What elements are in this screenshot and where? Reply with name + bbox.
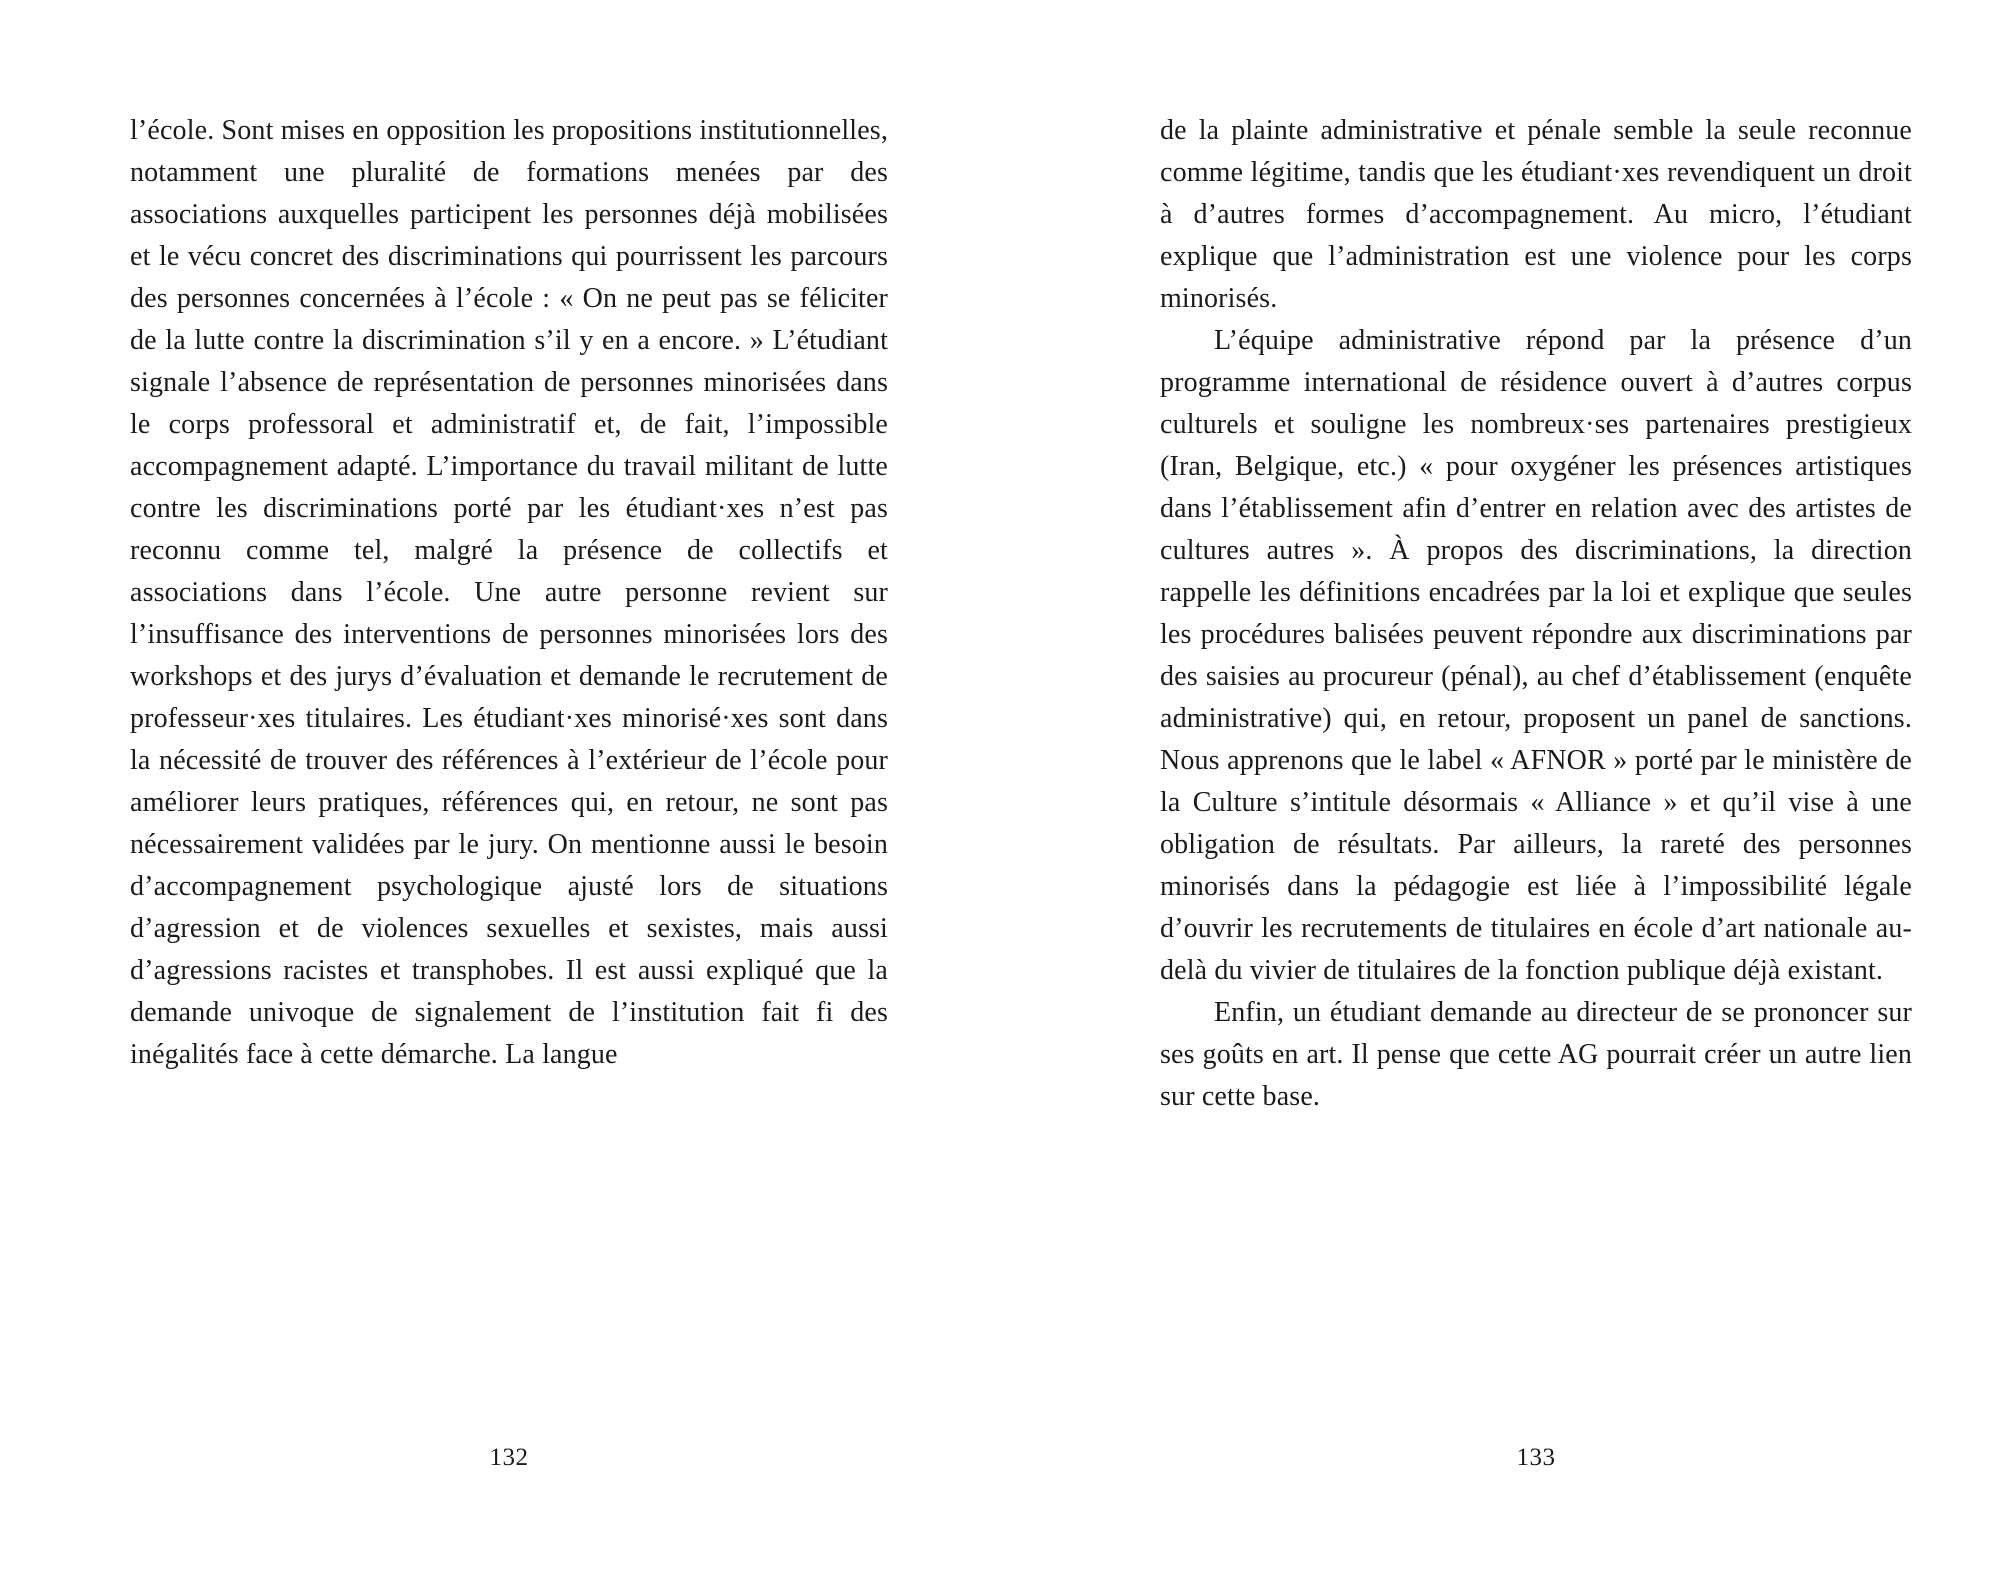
page-right-text-block xyxy=(1160,110,1912,1118)
page-right xyxy=(1008,0,2016,1575)
paragraph: L’équipe administrative répond par la présence d’un programme international de résidence ouvert à d’autres corpus culturels et souligne les nombreux·ses partenaires prestigieux (Iran, Belgique, etc.) « pour oxygéner les présences artistiques dans l’établissement afin d’entrer en relation avec des artistes de cultures autres ». À propos des discriminations, la direction rappelle les définitions encadrées par la loi et explique que seules les procédures balisées peuvent répondre aux discriminations par des saisies au procureur (pénal), au chef d’établissement (enquête administrative) qui, en retour, proposent un panel de sanctions. Nous apprenons que le label « AFNOR » porté par le ministère de la Culture s’intitule désormais « Alliance » et qu’il vise à une obligation de résultats. Par ailleurs, la rareté des personnes minorisés dans la pédagogie est liée à l’impossibilité légale d’ouvrir les recrutements de titulaires en école d’art nationale au-delà du vivier de titulaires de la fonction publique déjà existant. xyxy=(1160,325,1912,986)
page-number-left: 132 xyxy=(489,1444,529,1471)
page-number-right: 133 xyxy=(1516,1444,1556,1471)
paragraph: l’école. Sont mises en opposition les propositions institutionnelles, notamment une pluralité de formations menées par des associations auxquelles participent les personnes déjà mobilisées et le vécu concret des discriminations qui pourrissent les parcours des personnes concernées à l’école : « On ne peut pas se féliciter de la lutte contre la discrimination s’il y en a encore. » L’étudiant signale l’absence de représentation de personnes minorisées dans le corps professoral et administratif et, de fait, l’impossible accompagnement adapté. L’importance du travail militant de lutte contre les discriminations porté par les étudiant·xes n’est pas reconnu comme tel, malgré la présence de collectifs et associations dans l’école. Une autre personne revient sur l’insuffisance des interventions de personnes minorisées lors des workshops et des jurys d’évaluation et demande le recrutement de professeur·xes titulaires. Les étudiant·xes minorisé·xes sont dans la nécessité de trouver des références à l’extérieur de l’école pour améliorer leurs pratiques, références qui, en retour, ne sont pas nécessairement validées par le jury. On mentionne aussi le besoin d’accompagnement psychologique ajusté lors de situations d’agression et de violences sexuelles et sexistes, mais aussi d’agressions racistes et transphobes. Il est aussi expliqué que la demande univoque de signalement de l’institution fait fi des inégalités face à cette démarche. La langue xyxy=(130,115,888,1070)
paragraph: Enfin, un étudiant demande au directeur de se prononcer sur ses goûts en art. Il pense que cette AG pourrait créer un autre lien sur cette base. xyxy=(1160,997,1912,1112)
page-left-text-block xyxy=(130,110,888,1076)
paragraph: de la plainte administrative et pénale semble la seule reconnue comme légitime, tandis que les étudiant·xes revendiquent un droit à d’autres formes d’accompagnement. Au micro, l’étudiant explique que l’administration est une violence pour les corps minorisés. xyxy=(1160,115,1912,314)
